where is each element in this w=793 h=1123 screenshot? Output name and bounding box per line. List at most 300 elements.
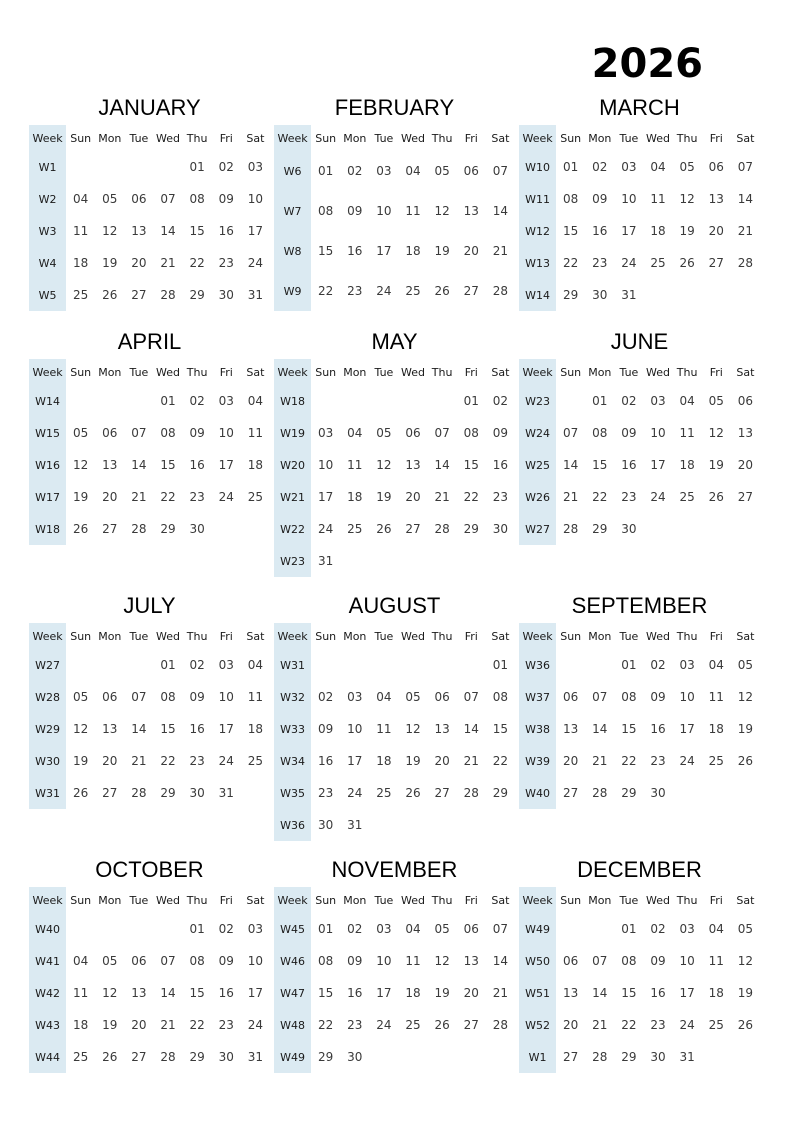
- day-cell[interactable]: 23: [650, 754, 666, 768]
- day-cell[interactable]: 16: [650, 722, 666, 736]
- day-cell[interactable]: 10: [679, 690, 695, 704]
- day-cell[interactable]: 30: [218, 1050, 234, 1064]
- day-cell[interactable]: 28: [492, 1018, 509, 1032]
- day-cell[interactable]: 01: [463, 394, 479, 408]
- day-cell[interactable]: 08: [189, 192, 205, 206]
- day-cell[interactable]: 23: [218, 256, 234, 270]
- day-cell[interactable]: 30: [650, 786, 666, 800]
- day-cell[interactable]: 30: [492, 522, 509, 536]
- day-cell[interactable]: 10: [218, 426, 234, 440]
- day-cell[interactable]: 03: [376, 922, 392, 936]
- day-cell[interactable]: 26: [434, 1018, 450, 1032]
- day-cell[interactable]: 19: [708, 458, 724, 472]
- day-cell[interactable]: 06: [563, 690, 579, 704]
- day-cell[interactable]: 07: [434, 426, 450, 440]
- week-number-cell[interactable]: W46: [274, 945, 311, 977]
- day-cell[interactable]: 27: [737, 490, 754, 504]
- day-cell[interactable]: 07: [737, 160, 754, 174]
- day-cell[interactable]: 20: [563, 754, 579, 768]
- day-cell[interactable]: 23: [189, 490, 205, 504]
- day-cell[interactable]: 09: [621, 426, 637, 440]
- day-cell[interactable]: 09: [347, 204, 363, 218]
- day-cell[interactable]: 25: [347, 522, 363, 536]
- day-cell[interactable]: 29: [160, 786, 176, 800]
- day-cell[interactable]: 15: [318, 986, 334, 1000]
- day-cell[interactable]: 03: [621, 160, 637, 174]
- week-number-cell[interactable]: W27: [519, 513, 556, 545]
- day-cell[interactable]: 16: [318, 754, 334, 768]
- day-cell[interactable]: 14: [131, 458, 147, 472]
- week-number-cell[interactable]: W49: [519, 913, 556, 945]
- day-cell[interactable]: 25: [73, 1050, 89, 1064]
- day-cell[interactable]: 01: [160, 394, 176, 408]
- day-cell[interactable]: 04: [73, 954, 89, 968]
- day-cell[interactable]: 04: [405, 164, 421, 178]
- day-cell[interactable]: 03: [318, 426, 334, 440]
- day-cell[interactable]: 28: [160, 288, 176, 302]
- week-number-cell[interactable]: W16: [29, 449, 66, 481]
- week-number-cell[interactable]: W35: [274, 777, 311, 809]
- day-cell[interactable]: 12: [679, 192, 695, 206]
- day-cell[interactable]: 19: [679, 224, 695, 238]
- day-cell[interactable]: 10: [679, 954, 695, 968]
- day-cell[interactable]: 04: [708, 658, 724, 672]
- day-cell[interactable]: 21: [592, 754, 608, 768]
- day-cell[interactable]: 28: [592, 786, 608, 800]
- day-cell[interactable]: 10: [247, 192, 264, 206]
- day-cell[interactable]: 27: [563, 1050, 579, 1064]
- week-number-cell[interactable]: W22: [274, 513, 311, 545]
- day-cell[interactable]: 04: [376, 690, 392, 704]
- day-cell[interactable]: 03: [218, 394, 234, 408]
- day-cell[interactable]: 01: [160, 658, 176, 672]
- day-cell[interactable]: 08: [160, 690, 176, 704]
- day-cell[interactable]: 11: [708, 954, 724, 968]
- day-cell[interactable]: 09: [347, 954, 363, 968]
- day-cell[interactable]: 05: [405, 690, 421, 704]
- day-cell[interactable]: 17: [376, 244, 392, 258]
- week-number-cell[interactable]: W47: [274, 977, 311, 1009]
- day-cell[interactable]: 11: [708, 690, 724, 704]
- day-cell[interactable]: 10: [247, 954, 264, 968]
- day-cell[interactable]: 12: [737, 690, 754, 704]
- week-number-cell[interactable]: W6: [274, 151, 311, 191]
- day-cell[interactable]: 25: [376, 786, 392, 800]
- day-cell[interactable]: 04: [73, 192, 89, 206]
- day-cell[interactable]: 08: [563, 192, 579, 206]
- day-cell[interactable]: 22: [189, 256, 205, 270]
- week-number-cell[interactable]: W12: [519, 215, 556, 247]
- day-cell[interactable]: 06: [131, 192, 147, 206]
- day-cell[interactable]: 21: [131, 490, 147, 504]
- day-cell[interactable]: 17: [650, 458, 666, 472]
- day-cell[interactable]: 25: [73, 288, 89, 302]
- day-cell[interactable]: 05: [73, 426, 89, 440]
- week-number-cell[interactable]: W2: [29, 183, 66, 215]
- day-cell[interactable]: 03: [376, 164, 392, 178]
- day-cell[interactable]: 18: [247, 458, 264, 472]
- day-cell[interactable]: 17: [318, 490, 334, 504]
- day-cell[interactable]: 22: [189, 1018, 205, 1032]
- day-cell[interactable]: 17: [621, 224, 637, 238]
- day-cell[interactable]: 04: [247, 658, 264, 672]
- week-number-cell[interactable]: W28: [29, 681, 66, 713]
- day-cell[interactable]: 22: [621, 754, 637, 768]
- day-cell[interactable]: 30: [621, 522, 637, 536]
- day-cell[interactable]: 28: [434, 522, 450, 536]
- day-cell[interactable]: 13: [131, 986, 147, 1000]
- week-number-cell[interactable]: W24: [519, 417, 556, 449]
- day-cell[interactable]: 19: [434, 244, 450, 258]
- day-cell[interactable]: 25: [247, 490, 264, 504]
- day-cell[interactable]: 03: [347, 690, 363, 704]
- day-cell[interactable]: 23: [318, 786, 334, 800]
- day-cell[interactable]: 26: [708, 490, 724, 504]
- week-number-cell[interactable]: W23: [274, 545, 311, 577]
- day-cell[interactable]: 25: [650, 256, 666, 270]
- day-cell[interactable]: 27: [463, 284, 479, 298]
- day-cell[interactable]: 07: [492, 164, 509, 178]
- day-cell[interactable]: 18: [679, 458, 695, 472]
- day-cell[interactable]: 11: [247, 426, 264, 440]
- day-cell[interactable]: 08: [318, 954, 334, 968]
- week-number-cell[interactable]: W10: [519, 151, 556, 183]
- day-cell[interactable]: 13: [708, 192, 724, 206]
- day-cell[interactable]: 15: [621, 722, 637, 736]
- day-cell[interactable]: 03: [679, 922, 695, 936]
- day-cell[interactable]: 16: [218, 224, 234, 238]
- day-cell[interactable]: 29: [492, 786, 509, 800]
- day-cell[interactable]: 05: [102, 954, 118, 968]
- day-cell[interactable]: 24: [376, 284, 392, 298]
- day-cell[interactable]: 23: [492, 490, 509, 504]
- day-cell[interactable]: 27: [405, 522, 421, 536]
- day-cell[interactable]: 07: [131, 690, 147, 704]
- day-cell[interactable]: 21: [592, 1018, 608, 1032]
- day-cell[interactable]: 16: [189, 458, 205, 472]
- day-cell[interactable]: 03: [650, 394, 666, 408]
- week-number-cell[interactable]: W38: [519, 713, 556, 745]
- day-cell[interactable]: 14: [492, 954, 509, 968]
- week-number-cell[interactable]: W50: [519, 945, 556, 977]
- day-cell[interactable]: 06: [463, 922, 479, 936]
- day-cell[interactable]: 24: [679, 1018, 695, 1032]
- week-number-cell[interactable]: W41: [29, 945, 66, 977]
- day-cell[interactable]: 11: [405, 954, 421, 968]
- day-cell[interactable]: 01: [621, 658, 637, 672]
- week-number-cell[interactable]: W9: [274, 271, 311, 311]
- day-cell[interactable]: 03: [247, 160, 264, 174]
- day-cell[interactable]: 09: [218, 954, 234, 968]
- day-cell[interactable]: 12: [737, 954, 754, 968]
- day-cell[interactable]: 26: [376, 522, 392, 536]
- day-cell[interactable]: 10: [376, 954, 392, 968]
- day-cell[interactable]: 11: [376, 722, 392, 736]
- day-cell[interactable]: 19: [737, 722, 754, 736]
- day-cell[interactable]: 12: [434, 954, 450, 968]
- day-cell[interactable]: 19: [376, 490, 392, 504]
- day-cell[interactable]: 25: [679, 490, 695, 504]
- day-cell[interactable]: 06: [563, 954, 579, 968]
- day-cell[interactable]: 11: [405, 204, 421, 218]
- day-cell[interactable]: 26: [434, 284, 450, 298]
- day-cell[interactable]: 18: [405, 244, 421, 258]
- day-cell[interactable]: 27: [131, 288, 147, 302]
- day-cell[interactable]: 19: [405, 754, 421, 768]
- day-cell[interactable]: 19: [73, 490, 89, 504]
- day-cell[interactable]: 23: [592, 256, 608, 270]
- day-cell[interactable]: 23: [621, 490, 637, 504]
- day-cell[interactable]: 16: [218, 986, 234, 1000]
- day-cell[interactable]: 20: [708, 224, 724, 238]
- week-number-cell[interactable]: W13: [519, 247, 556, 279]
- day-cell[interactable]: 02: [347, 922, 363, 936]
- day-cell[interactable]: 28: [563, 522, 579, 536]
- week-number-cell[interactable]: W33: [274, 713, 311, 745]
- day-cell[interactable]: 01: [592, 394, 608, 408]
- week-number-cell[interactable]: W18: [274, 385, 311, 417]
- day-cell[interactable]: 26: [405, 786, 421, 800]
- day-cell[interactable]: 04: [405, 922, 421, 936]
- week-number-cell[interactable]: W37: [519, 681, 556, 713]
- day-cell[interactable]: 07: [592, 690, 608, 704]
- week-number-cell[interactable]: W34: [274, 745, 311, 777]
- day-cell[interactable]: 07: [592, 954, 608, 968]
- day-cell[interactable]: 30: [318, 818, 334, 832]
- day-cell[interactable]: 28: [492, 284, 509, 298]
- day-cell[interactable]: 30: [347, 1050, 363, 1064]
- day-cell[interactable]: 18: [247, 722, 264, 736]
- day-cell[interactable]: 30: [592, 288, 608, 302]
- day-cell[interactable]: 12: [73, 722, 89, 736]
- week-number-cell[interactable]: W4: [29, 247, 66, 279]
- day-cell[interactable]: 21: [492, 244, 509, 258]
- day-cell[interactable]: 28: [463, 786, 479, 800]
- day-cell[interactable]: 08: [492, 690, 509, 704]
- week-number-cell[interactable]: W27: [29, 649, 66, 681]
- day-cell[interactable]: 25: [247, 754, 264, 768]
- day-cell[interactable]: 16: [347, 244, 363, 258]
- day-cell[interactable]: 24: [650, 490, 666, 504]
- day-cell[interactable]: 18: [708, 986, 724, 1000]
- day-cell[interactable]: 15: [318, 244, 334, 258]
- day-cell[interactable]: 22: [621, 1018, 637, 1032]
- day-cell[interactable]: 31: [621, 288, 637, 302]
- day-cell[interactable]: 20: [405, 490, 421, 504]
- day-cell[interactable]: 29: [592, 522, 608, 536]
- day-cell[interactable]: 10: [218, 690, 234, 704]
- day-cell[interactable]: 20: [563, 1018, 579, 1032]
- day-cell[interactable]: 25: [405, 284, 421, 298]
- day-cell[interactable]: 21: [492, 986, 509, 1000]
- day-cell[interactable]: 15: [563, 224, 579, 238]
- day-cell[interactable]: 11: [247, 690, 264, 704]
- day-cell[interactable]: 29: [621, 1050, 637, 1064]
- day-cell[interactable]: 21: [160, 1018, 176, 1032]
- day-cell[interactable]: 10: [347, 722, 363, 736]
- day-cell[interactable]: 24: [247, 1018, 264, 1032]
- day-cell[interactable]: 11: [347, 458, 363, 472]
- day-cell[interactable]: 19: [737, 986, 754, 1000]
- day-cell[interactable]: 29: [189, 288, 205, 302]
- day-cell[interactable]: 13: [737, 426, 754, 440]
- day-cell[interactable]: 14: [592, 722, 608, 736]
- day-cell[interactable]: 15: [189, 986, 205, 1000]
- day-cell[interactable]: 02: [189, 658, 205, 672]
- day-cell[interactable]: 15: [463, 458, 479, 472]
- day-cell[interactable]: 18: [376, 754, 392, 768]
- week-number-cell[interactable]: W18: [29, 513, 66, 545]
- day-cell[interactable]: 23: [650, 1018, 666, 1032]
- week-number-cell[interactable]: W11: [519, 183, 556, 215]
- day-cell[interactable]: 24: [218, 754, 234, 768]
- day-cell[interactable]: 11: [679, 426, 695, 440]
- week-number-cell[interactable]: W44: [29, 1041, 66, 1073]
- day-cell[interactable]: 13: [102, 458, 118, 472]
- week-number-cell[interactable]: W25: [519, 449, 556, 481]
- day-cell[interactable]: 12: [708, 426, 724, 440]
- day-cell[interactable]: 11: [73, 986, 89, 1000]
- day-cell[interactable]: 24: [318, 522, 334, 536]
- day-cell[interactable]: 22: [563, 256, 579, 270]
- day-cell[interactable]: 25: [708, 754, 724, 768]
- day-cell[interactable]: 16: [189, 722, 205, 736]
- day-cell[interactable]: 23: [347, 284, 363, 298]
- day-cell[interactable]: 04: [650, 160, 666, 174]
- day-cell[interactable]: 09: [650, 954, 666, 968]
- day-cell[interactable]: 27: [131, 1050, 147, 1064]
- day-cell[interactable]: 14: [160, 224, 176, 238]
- day-cell[interactable]: 31: [218, 786, 234, 800]
- day-cell[interactable]: 10: [376, 204, 392, 218]
- day-cell[interactable]: 17: [679, 986, 695, 1000]
- day-cell[interactable]: 14: [563, 458, 579, 472]
- day-cell[interactable]: 15: [621, 986, 637, 1000]
- week-number-cell[interactable]: W30: [29, 745, 66, 777]
- day-cell[interactable]: 07: [160, 954, 176, 968]
- day-cell[interactable]: 15: [160, 722, 176, 736]
- day-cell[interactable]: 27: [708, 256, 724, 270]
- day-cell[interactable]: 09: [318, 722, 334, 736]
- day-cell[interactable]: 31: [318, 554, 334, 568]
- day-cell[interactable]: 24: [347, 786, 363, 800]
- day-cell[interactable]: 20: [463, 986, 479, 1000]
- day-cell[interactable]: 08: [592, 426, 608, 440]
- day-cell[interactable]: 14: [592, 986, 608, 1000]
- day-cell[interactable]: 08: [463, 426, 479, 440]
- week-number-cell[interactable]: W52: [519, 1009, 556, 1041]
- day-cell[interactable]: 18: [650, 224, 666, 238]
- day-cell[interactable]: 31: [247, 1050, 264, 1064]
- day-cell[interactable]: 17: [376, 986, 392, 1000]
- day-cell[interactable]: 09: [650, 690, 666, 704]
- day-cell[interactable]: 15: [492, 722, 509, 736]
- day-cell[interactable]: 12: [73, 458, 89, 472]
- day-cell[interactable]: 24: [376, 1018, 392, 1032]
- week-number-cell[interactable]: W23: [519, 385, 556, 417]
- week-number-cell[interactable]: W32: [274, 681, 311, 713]
- day-cell[interactable]: 21: [563, 490, 579, 504]
- week-number-cell[interactable]: W31: [29, 777, 66, 809]
- day-cell[interactable]: 12: [102, 224, 118, 238]
- day-cell[interactable]: 02: [218, 922, 234, 936]
- week-number-cell[interactable]: W20: [274, 449, 311, 481]
- day-cell[interactable]: 05: [376, 426, 392, 440]
- day-cell[interactable]: 20: [463, 244, 479, 258]
- day-cell[interactable]: 09: [189, 426, 205, 440]
- day-cell[interactable]: 04: [247, 394, 264, 408]
- day-cell[interactable]: 07: [563, 426, 579, 440]
- day-cell[interactable]: 03: [247, 922, 264, 936]
- day-cell[interactable]: 26: [102, 288, 118, 302]
- week-number-cell[interactable]: W40: [29, 913, 66, 945]
- day-cell[interactable]: 13: [563, 722, 579, 736]
- day-cell[interactable]: 06: [102, 426, 118, 440]
- day-cell[interactable]: 14: [131, 722, 147, 736]
- day-cell[interactable]: 09: [492, 426, 509, 440]
- day-cell[interactable]: 28: [737, 256, 754, 270]
- day-cell[interactable]: 12: [434, 204, 450, 218]
- day-cell[interactable]: 01: [189, 922, 205, 936]
- day-cell[interactable]: 22: [592, 490, 608, 504]
- day-cell[interactable]: 04: [347, 426, 363, 440]
- day-cell[interactable]: 27: [102, 786, 118, 800]
- day-cell[interactable]: 22: [160, 754, 176, 768]
- day-cell[interactable]: 22: [463, 490, 479, 504]
- day-cell[interactable]: 08: [621, 954, 637, 968]
- day-cell[interactable]: 06: [737, 394, 754, 408]
- week-number-cell[interactable]: W17: [29, 481, 66, 513]
- day-cell[interactable]: 02: [592, 160, 608, 174]
- day-cell[interactable]: 17: [247, 986, 264, 1000]
- day-cell[interactable]: 02: [492, 394, 509, 408]
- day-cell[interactable]: 30: [218, 288, 234, 302]
- day-cell[interactable]: 13: [463, 204, 479, 218]
- day-cell[interactable]: 21: [160, 256, 176, 270]
- day-cell[interactable]: 29: [463, 522, 479, 536]
- day-cell[interactable]: 20: [434, 754, 450, 768]
- day-cell[interactable]: 23: [189, 754, 205, 768]
- day-cell[interactable]: 06: [131, 954, 147, 968]
- week-number-cell[interactable]: W49: [274, 1041, 311, 1073]
- day-cell[interactable]: 08: [160, 426, 176, 440]
- day-cell[interactable]: 27: [102, 522, 118, 536]
- day-cell[interactable]: 15: [189, 224, 205, 238]
- day-cell[interactable]: 17: [247, 224, 264, 238]
- day-cell[interactable]: 07: [463, 690, 479, 704]
- day-cell[interactable]: 05: [737, 922, 754, 936]
- day-cell[interactable]: 15: [592, 458, 608, 472]
- day-cell[interactable]: 13: [405, 458, 421, 472]
- day-cell[interactable]: 21: [463, 754, 479, 768]
- day-cell[interactable]: 18: [708, 722, 724, 736]
- day-cell[interactable]: 05: [737, 658, 754, 672]
- day-cell[interactable]: 29: [563, 288, 579, 302]
- day-cell[interactable]: 13: [463, 954, 479, 968]
- day-cell[interactable]: 17: [218, 458, 234, 472]
- day-cell[interactable]: 09: [218, 192, 234, 206]
- day-cell[interactable]: 02: [218, 160, 234, 174]
- day-cell[interactable]: 06: [463, 164, 479, 178]
- day-cell[interactable]: 29: [189, 1050, 205, 1064]
- day-cell[interactable]: 06: [434, 690, 450, 704]
- week-number-cell[interactable]: W7: [274, 191, 311, 231]
- week-number-cell[interactable]: W31: [274, 649, 311, 681]
- day-cell[interactable]: 26: [73, 522, 89, 536]
- day-cell[interactable]: 19: [434, 986, 450, 1000]
- day-cell[interactable]: 07: [492, 922, 509, 936]
- day-cell[interactable]: 24: [218, 490, 234, 504]
